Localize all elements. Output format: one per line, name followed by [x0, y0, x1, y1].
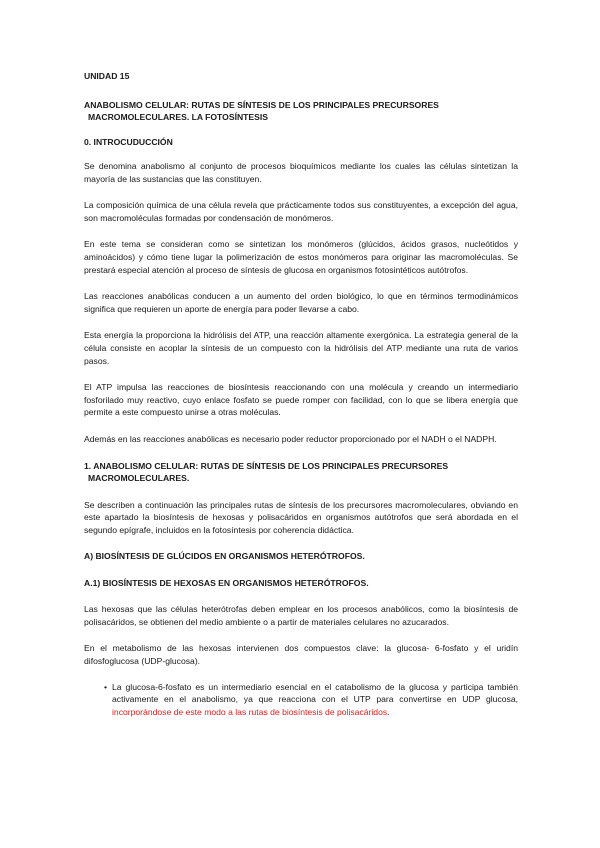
- bullet-highlight-text: incorporándose de este modo a las rutas de biosíntesis de polisacáridos: [112, 706, 388, 717]
- paragraph-poder-reductor: Además en las reacciones anabólicas es necesario poder reductor proporcionado por el NADH o el NADPH.: [84, 433, 497, 444]
- paragraph-hexosas: Las hexosas que las células heterótrofas deben emplear en los procesos anabólicos, como la biosíntesis de polisacáridos, se obtienen del medio ambiente o a partir de materiales celulares no azucarados.: [84, 604, 518, 627]
- section-1-heading-line-1: 1. ANABOLISMO CELULAR: RUTAS DE SÍNTESIS DE LOS PRINCIPALES PRECURSORES: [84, 460, 449, 471]
- section-0-heading: 0. INTROCUDUCCIÓN: [84, 136, 173, 147]
- bullet-end: .: [387, 706, 390, 717]
- paragraph-metabolismo-hexosas: En el metabolismo de las hexosas intervienen dos compuestos clave: la glucosa- 6-fosfato y el uridín difosfoglucosa (UDP-glucosa).: [84, 643, 518, 667]
- paragraph-composicion-quimica: La composición química de una célula revela que prácticamente todos sus constituyentes, a excepción del agua, son macromoléculas formadas por condensación de monómeros.: [84, 200, 518, 223]
- section-a-heading: A) BIOSÍNTESIS DE GLÚCIDOS EN ORGANISMOS HETERÓTROFOS.: [84, 551, 365, 562]
- title-line-2: MACROMOLECULARES. LA FOTOSÍNTESIS: [88, 112, 268, 122]
- paragraph-tema: En este tema se consideran como se sintetizan los monómeros (glúcidos, ácidos grasos, nucleótidos y aminoácidos) y cómo tiene lugar la polimerización de estos monómeros para originar las macromoléculas. Se prestará especial atención al proceso de síntesis de glucosa en organismos fotosintéticos autótrofos.: [84, 239, 518, 275]
- paragraph-precursores: Se describen a continuación las principales rutas de síntesis de los precursores macromoleculares, obviando en este apartado la biosíntesis de hexosas y polisacáridos en organismos autótrofos que será abordada en el segundo epígrafe, incluidos en la fotosíntesis por coherencia didáctica.: [84, 499, 518, 535]
- bullet-text: La glucosa-6-fosfato es un intermediario esencial en el catabolismo de la glucosa y participa también activamente en el anabolismo, ya que reacciona con el UTP para convertirse en UDP glucosa,: [112, 681, 518, 705]
- paragraph-anabolismo-definition: Se denomina anabolismo al conjunto de procesos bioquímicos mediante los cuales las células sintetizan la mayoría de las sustancias que las constituyen.: [84, 161, 518, 184]
- paragraph-reacciones-anabolicas: Las reacciones anabólicas conducen a un aumento del orden biológico, lo que en términos termodinámicos significa que requieren un aporte de energía para poder llevarse a cabo.: [84, 291, 518, 314]
- document-title: [84, 99, 518, 124]
- bullet-list: [104, 681, 518, 719]
- bullet-icon: •: [104, 681, 108, 692]
- section-a1-heading: A.1) BIOSÍNTESIS DE HEXOSAS EN ORGANISMOS HETERÓTROFOS.: [84, 577, 369, 588]
- unit-label: UNIDAD 15: [84, 71, 130, 81]
- section-1-heading: [84, 460, 518, 485]
- paragraph-atp-impulsa: El ATP impulsa las reacciones de biosíntesis reaccionando con una molécula y creando un intermediario fosforilado muy reactivo, cuyo enlace fosfato se puede romper con facilidad, con lo que se libera energía que permite a este compuesto unirse a otras moléculas.: [84, 382, 518, 418]
- title-line-1: ANABOLISMO CELULAR: RUTAS DE SÍNTESIS DE LOS PRINCIPALES PRECURSORES: [84, 99, 439, 110]
- paragraph-energia-atp: Esta energía la proporciona la hidrólisis del ATP, una reacción altamente exergónica. La estrategia general de la célula consiste en acoplar la síntesis de un compuesto con la hidrólisis del ATP mediante una ruta de varios pasos.: [84, 330, 518, 366]
- section-1-heading-line-2: MACROMOLECULARES.: [88, 473, 190, 483]
- document-page: [84, 70, 518, 718]
- list-item: [104, 681, 518, 719]
